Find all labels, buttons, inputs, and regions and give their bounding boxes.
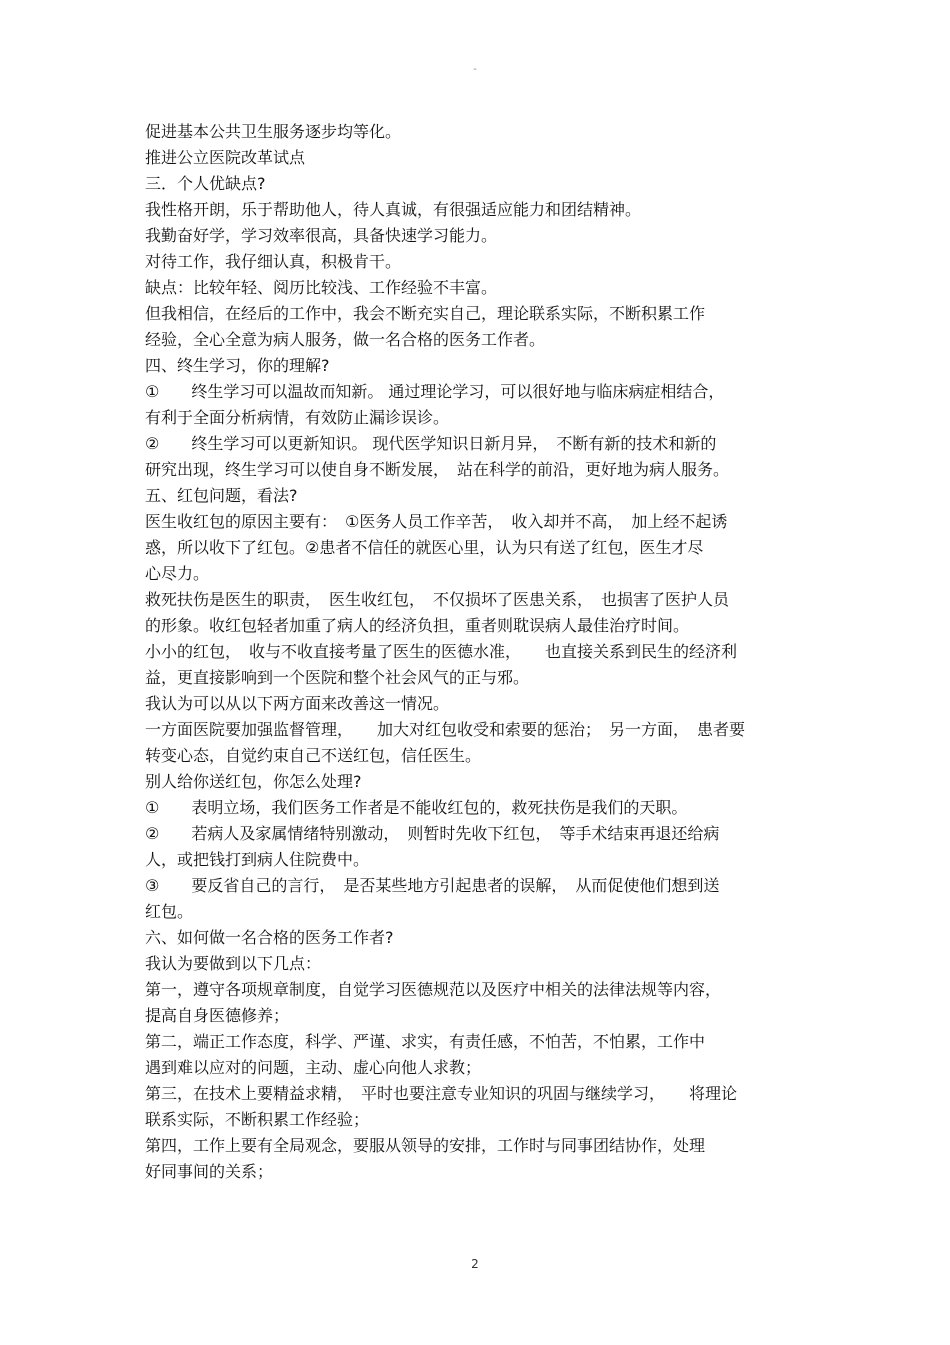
text-line: 缺点：比较年轻、阅历比较浅、工作经验不丰富。 [145, 278, 498, 297]
text-line: 联系实际，不断积累工作经验； [145, 1110, 370, 1129]
text-line: 的形象。收红包轻者加重了病人的经济负担，重者则耽误病人最佳治疗时间。 [145, 616, 690, 635]
text-line: 第一，遵守各项规章制度，自觉学习医德规范以及医疗中相关的法律法规等内容， [145, 980, 722, 999]
text-line: 医生收红包的原因主要有： ①医务人员工作辛苦， 收入却并不高， 加上经不起诱 [145, 512, 728, 531]
text-line: 五、红包问题，看法? [145, 486, 298, 505]
text-line: 提高自身医德修养； [145, 1006, 290, 1025]
text-line: 心尽力。 [145, 564, 210, 583]
text-line: 但我相信，在经后的工作中，我会不断充实自己，理论联系实际，不断积累工作 [145, 304, 706, 323]
document-body [145, 119, 815, 1185]
text-line: 研究出现，终生学习可以使自身不断发展， 站在科学的前沿，更好地为病人服务。 [145, 460, 730, 479]
text-line: ① 终生学习可以温故而知新。 通过理论学习，可以很好地与临床病症相结合， [145, 382, 725, 401]
text-line: 促进基本公共卫生服务逐步均等化。 [145, 122, 402, 141]
header-mark: - [473, 64, 477, 75]
text-line: ③ 要反省自己的言行， 是否某些地方引起患者的误解， 从而促使他们想到送 [145, 876, 720, 895]
text-line: 一方面医院要加强监督管理， 加大对红包收受和索要的惩治； 另一方面， 患者要 [145, 720, 746, 739]
text-line: 惑，所以收下了红包。②患者不信任的就医心里，认为只有送了红包，医生才尽 [145, 538, 704, 557]
text-line: 我性格开朗，乐于帮助他人，待人真诚，有很强适应能力和团结精神。 [145, 200, 642, 219]
text-line: 对待工作，我仔细认真，积极肯干。 [145, 252, 402, 271]
text-line: ② 若病人及家属情绪特别激动， 则暂时先收下红包， 等手术结束再退还给病 [145, 824, 720, 843]
text-line: 第三，在技术上要精益求精， 平时也要注意专业知识的巩固与继续学习， 将理论 [145, 1084, 738, 1103]
text-line: 别人给你送红包，你怎么处理? [145, 772, 362, 791]
text-line: 六、如何做一名合格的医务工作者? [145, 928, 394, 947]
text-line: 转变心态，自觉约束自己不送红包，信任医生。 [145, 746, 482, 765]
text-line: 四、终生学习，你的理解? [145, 356, 330, 375]
text-line: 我勤奋好学，学习效率很高，具备快速学习能力。 [145, 226, 498, 245]
text-line: 我认为可以从以下两方面来改善这一情况。 [145, 694, 450, 713]
text-line: 益，更直接影响到一个医院和整个社会风气的正与邪。 [145, 668, 530, 687]
text-line: 第四，工作上要有全局观念，要服从领导的安排，工作时与同事团结协作，处理 [145, 1136, 706, 1155]
text-line: 推进公立医院改革试点 [145, 148, 306, 167]
text-line: 红包。 [145, 902, 194, 921]
text-line: 我认为要做到以下几点： [145, 954, 322, 973]
text-line: 第二，端正工作态度，科学、严谨、求实，有责任感，不怕苦，不怕累，工作中 [145, 1032, 706, 1051]
text-line: ② 终生学习可以更新知识。 现代医学知识日新月异， 不断有新的技术和新的 [145, 434, 717, 453]
text-line: ① 表明立场，我们医务工作者是不能收红包的，救死扶伤是我们的天职。 [145, 798, 688, 817]
text-line: 小小的红包， 收与不收直接考量了医生的医德水准， 也直接关系到民生的经济利 [145, 642, 738, 661]
text-line: 有利于全面分析病情，有效防止漏诊误诊。 [145, 408, 450, 427]
text-line: 经验，全心全意为病人服务，做一名合格的医务工作者。 [145, 330, 546, 349]
text-line: 遇到难以应对的问题，主动、虚心向他人求教； [145, 1058, 482, 1077]
text-line: 好同事间的关系； [145, 1162, 274, 1181]
text-line: 人，或把钱打到病人住院费中。 [145, 850, 370, 869]
page-number: 2 [471, 1257, 479, 1271]
text-line: 三．个人优缺点? [145, 174, 266, 193]
text-line: 救死扶伤是医生的职责， 医生收红包， 不仅损坏了医患关系， 也损害了医护人员 [145, 590, 730, 609]
